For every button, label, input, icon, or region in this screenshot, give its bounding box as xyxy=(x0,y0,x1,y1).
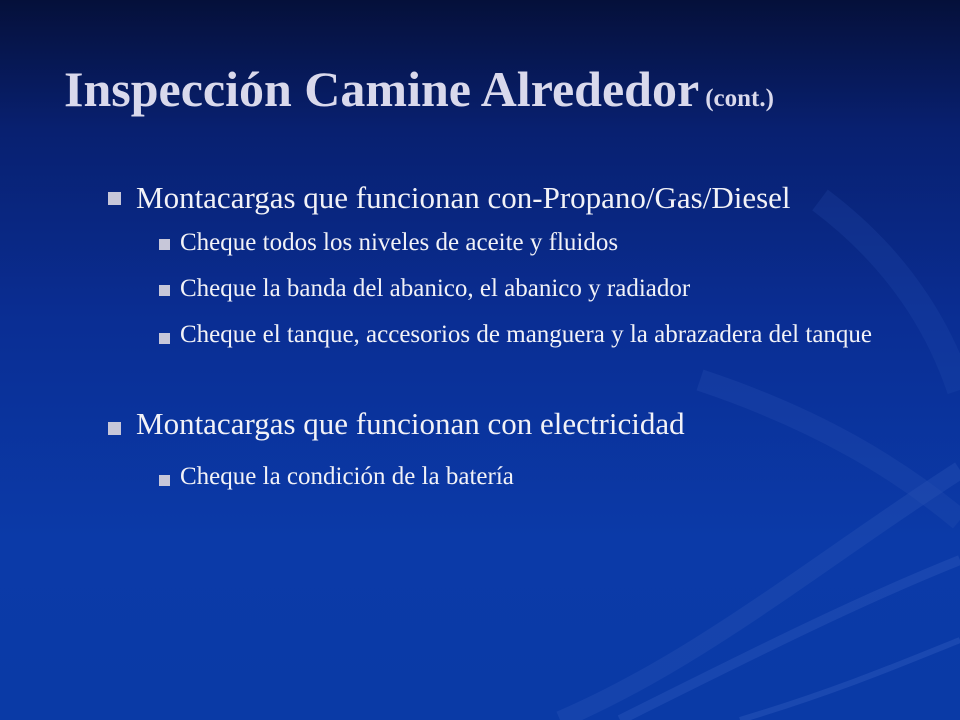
square-bullet-icon xyxy=(159,285,170,296)
square-bullet-icon xyxy=(159,239,170,250)
square-bullet-icon xyxy=(108,192,121,205)
bullet-text: Montacargas que funcionan con-Propano/Gas/Diesel xyxy=(136,180,791,215)
square-bullet-icon xyxy=(159,333,170,344)
slide-title-suffix: (cont.) xyxy=(705,85,774,112)
square-bullet-icon xyxy=(159,475,170,486)
square-bullet-icon xyxy=(108,422,121,435)
sub-bullet-text: Cheque la banda del abanico, el abanico y radiador xyxy=(180,275,691,302)
slide-title-text: Inspección Camine Alrededor xyxy=(64,61,700,117)
sub-bullet-text: Cheque el tanque, accesorios de manguera y la abrazadera del tanque xyxy=(180,321,873,348)
sub-bullet-text: Cheque la condición de la batería xyxy=(180,463,514,490)
sub-bullet-text: Cheque todos los niveles de aceite y fluidos xyxy=(180,229,619,256)
bullet-text: Montacargas que funcionan con electricidad xyxy=(136,406,685,441)
